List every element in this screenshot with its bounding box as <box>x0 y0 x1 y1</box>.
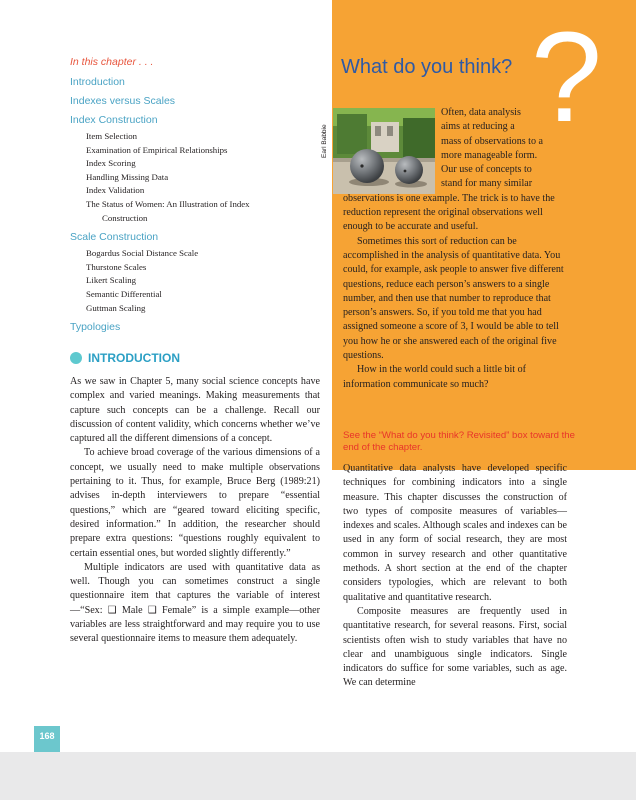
body-paragraph: To achieve broad coverage of the various dimensions of a concept, we usually need to make multiple observations pertaining to it. Thus, for example, Bruce Berg (1989:21) advises in-depth interviewers to prepare “essential questions,” which are “geared toward eliciting specific, desired information.” In addition, the researcher should prepare extra questions: “questions roughly equivalent to certain essential ones, but worded slightly differently.” <box>70 447 320 559</box>
outline-item: Construction <box>102 212 148 223</box>
outline-item: Examination of Empirical Relationships <box>86 144 228 155</box>
outline-item: Thurstone Scales <box>86 261 147 272</box>
outline-item: Handling Missing Data <box>86 171 169 182</box>
sidebar-note: See the “What do you think? Revisited” box toward the end of the chapter. <box>343 430 575 454</box>
introduction-heading <box>70 351 180 365</box>
outline-section: Indexes versus Scales <box>70 95 176 107</box>
outline-item: Bogardus Social Distance Scale <box>86 248 199 259</box>
bullet-dot-icon <box>70 352 82 364</box>
chapter-outline <box>70 56 320 340</box>
photo-credit: Earl Babbie <box>321 124 328 158</box>
wrap-line: Often, data analysis <box>441 107 521 118</box>
body-paragraph: Multiple indicators are used with quantitative data as well. Though you can sometimes construct a single questionnaire item that captures the variable of interest—“Sex: ❑ Male ❑ Female” is a simple example—other variables are less straightforward and may require you to use several questionnaire items to measure them adequately. <box>70 561 320 645</box>
outline-heading: In this chapter . . . <box>70 56 154 68</box>
outline-item: The Status of Women: An Illustration of Index <box>86 198 250 209</box>
wrap-line: mass of observations to a <box>441 135 544 147</box>
sidebar-paragraph: observations is one example. The trick is to have the reduction represent the original observations well enough to be accurate and useful. <box>343 192 555 233</box>
right-column-text <box>343 462 567 691</box>
body-paragraph: Quantitative data analysts have developed specific techniques for combining indicators into a single measure. This chapter discusses the construction of two types of composite measures of variables—indexes and scales. Although scales and indexes can be used in any form of social research, they are most common in survey research and other quantitative methods. A short section at the end of the chapter considers typologies, which are relevant to both qualitative and quantitative research. <box>343 463 567 603</box>
outline-item: Index Scoring <box>86 158 136 169</box>
outline-section: Typologies <box>70 321 121 334</box>
outline-section: Introduction <box>70 76 125 88</box>
sidebar-title: What do you think? <box>341 56 513 78</box>
outline-section: Index Construction <box>70 114 158 126</box>
question-mark-icon: ? <box>530 6 602 149</box>
outline-item: Index Validation <box>86 185 145 196</box>
body-paragraph: As we saw in Chapter 5, many social science concepts have complex and varied meanings. Making measurements that capture such concepts can be a challenge. Recall our discussion of content validity, which concerns whether we’ve captured all the different dimensions of a concept. <box>70 376 320 445</box>
outline-item: Item Selection <box>86 131 138 141</box>
wrap-line: Our use of concepts to <box>441 164 532 176</box>
sidebar-paragraph: How in the world could such a little bit of information communicate so much? <box>343 364 527 390</box>
left-column-text <box>70 375 320 647</box>
wrap-line: more manageable form. <box>441 149 538 161</box>
outline-section: Scale Construction <box>70 231 159 244</box>
wrap-line: aims at reducing a <box>441 121 515 133</box>
wrap-line: stand for many similar <box>441 178 533 190</box>
page-number: 168 <box>34 726 60 752</box>
outline-item: Semantic Differential <box>86 288 162 299</box>
outline-item: Likert Scaling <box>86 275 137 286</box>
outline-group <box>70 231 320 315</box>
outline-item: Guttman Scaling <box>86 302 146 313</box>
sidebar-paragraph: Sometimes this sort of reduction can be accomplished in the analysis of quantitative data. You could, for example, ask people to answer five different questions, reduce each person’s answers to a single number, and then use that number to reproduce that person’s answers. So, if you told me that you had assigned someone a score of 3, I would be able to tell you how he or she answered each of the original five questions. <box>343 235 564 362</box>
body-paragraph: Composite measures are frequently used in quantitative research, for several reasons. First, social scientists often wish to study variables that have no clear and unambiguous single indicators. Single indicators do suffice for some variables, such as age. We can determine <box>343 605 567 689</box>
viewer-background <box>0 752 636 800</box>
sidebar-body <box>343 106 567 392</box>
outline-group <box>70 114 320 225</box>
introduction-heading-text: INTRODUCTION <box>88 351 180 365</box>
wrapped-lines <box>343 106 567 192</box>
